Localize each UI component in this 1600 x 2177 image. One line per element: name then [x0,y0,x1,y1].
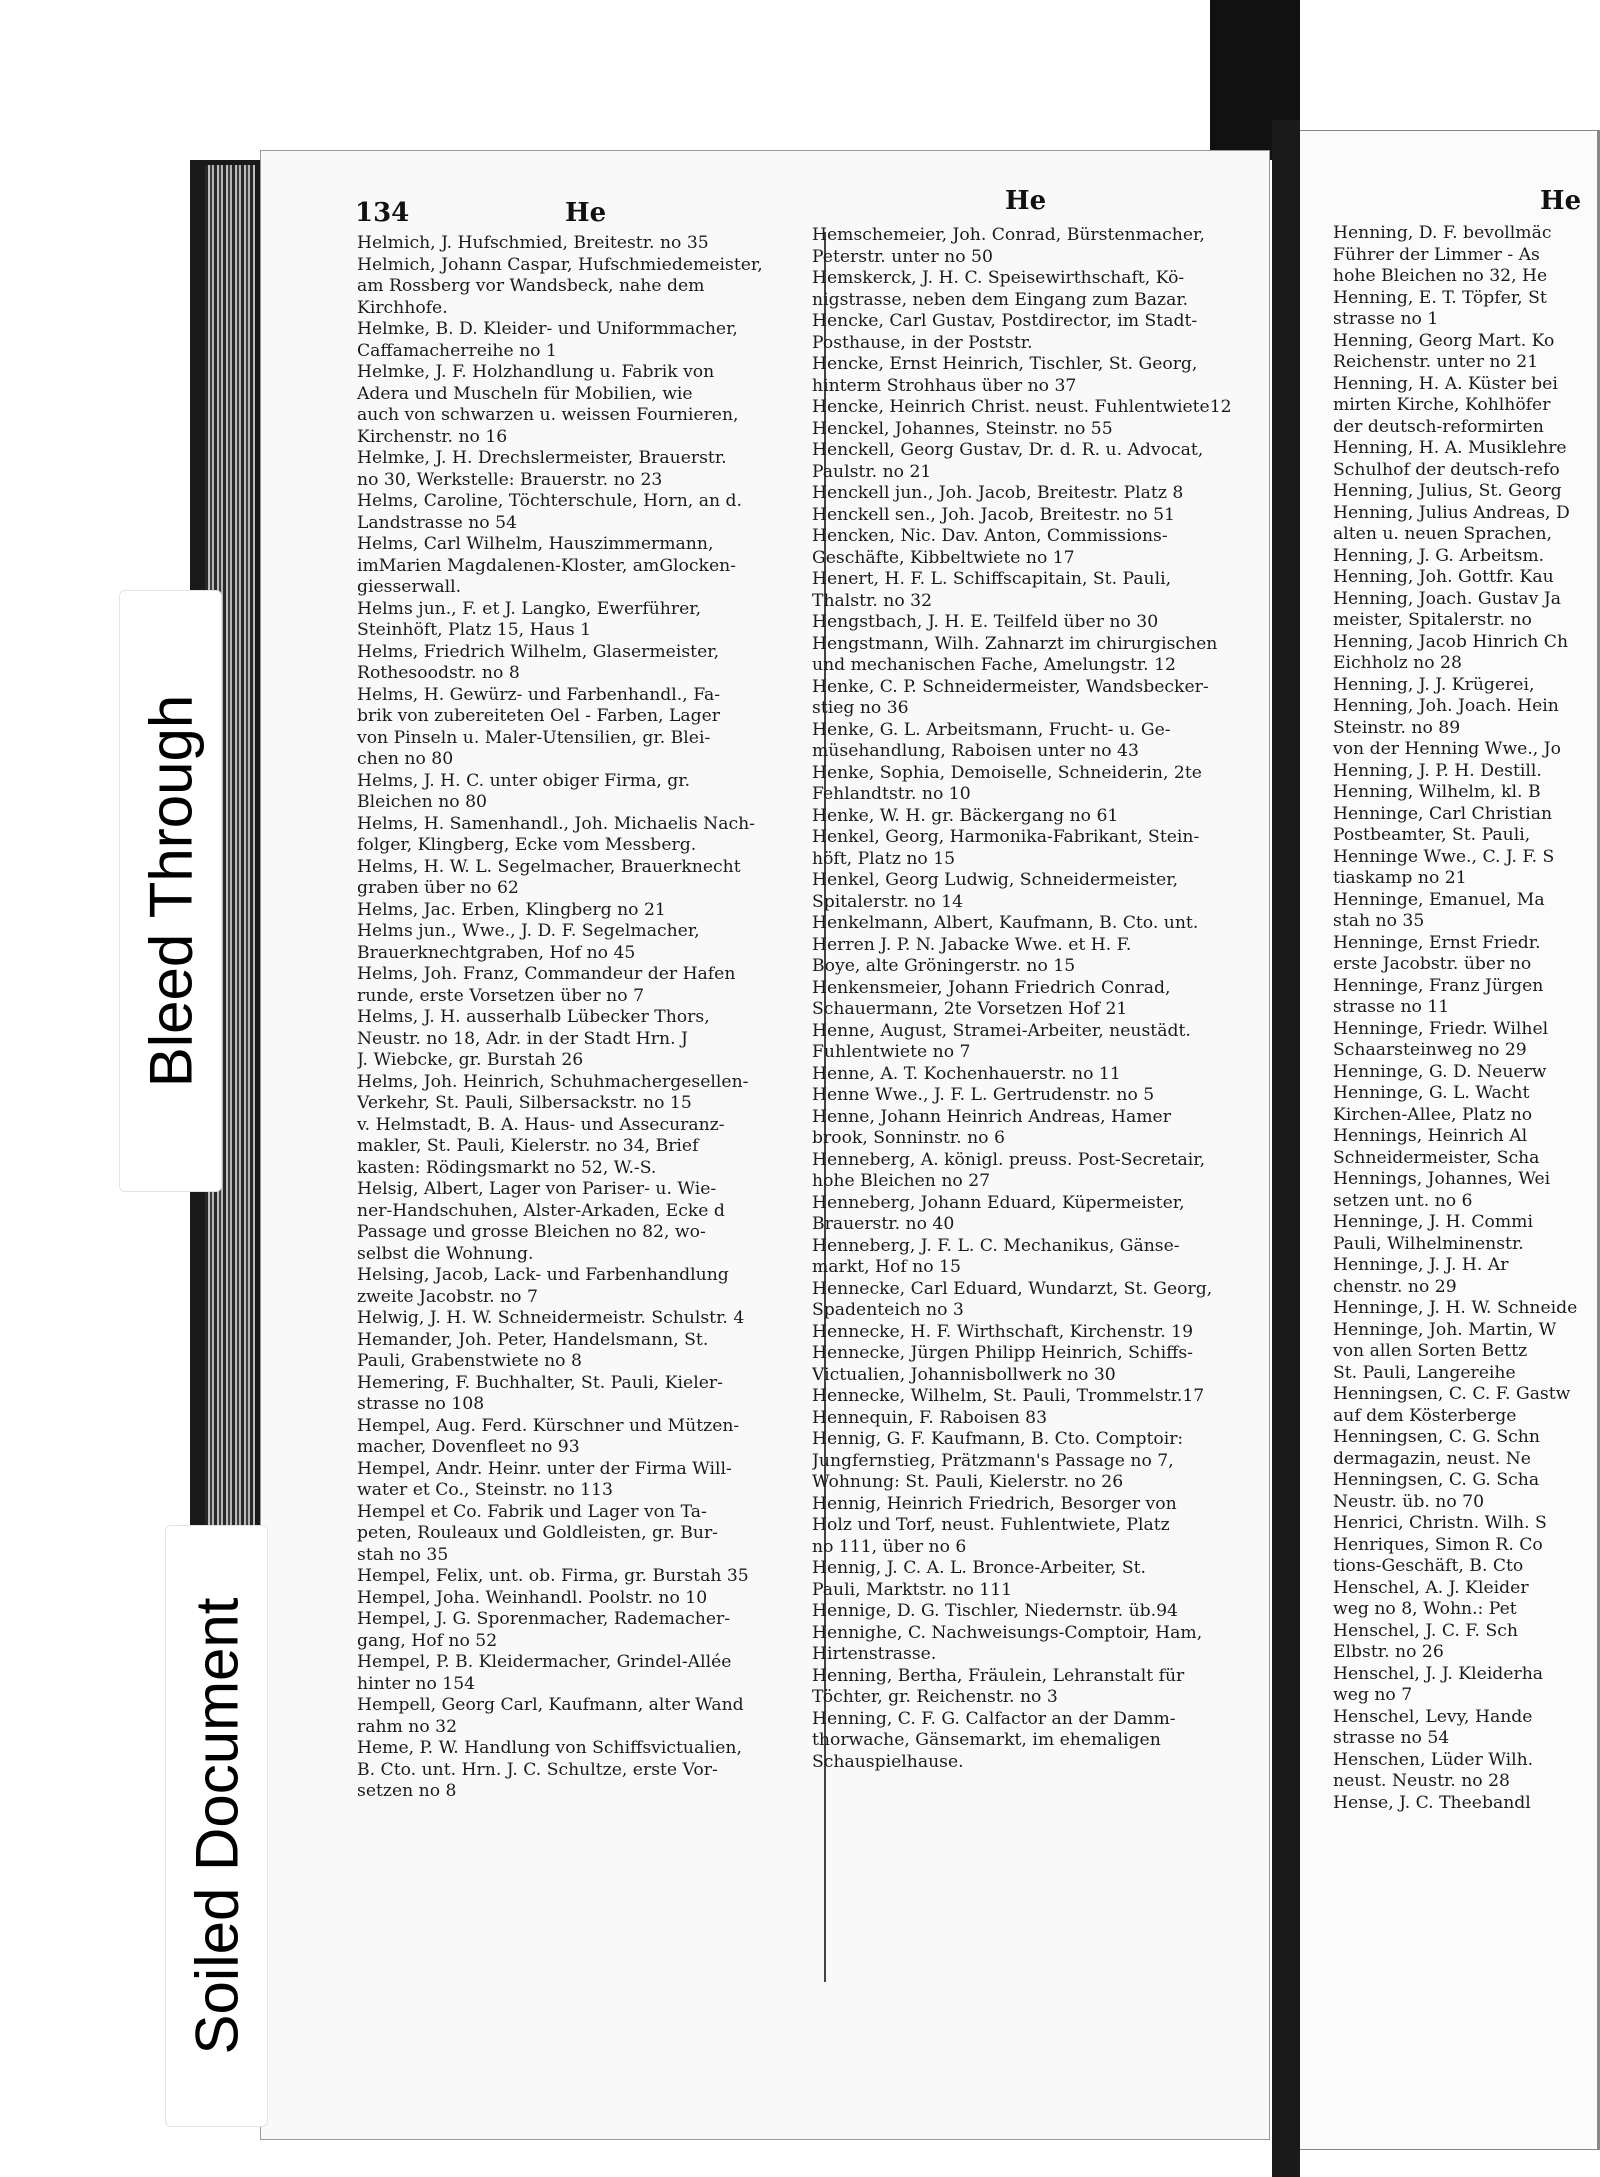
directory-line: alten u. neuen Sprachen, [1333,524,1553,544]
directory-line: Henninge, G. L. Wacht [1333,1083,1530,1103]
directory-line: Heme, P. W. Handlung von Schiffsvictualien, [357,1738,742,1758]
directory-line: brook, Sonninstr. no 6 [812,1128,1005,1148]
directory-line: höft, Platz no 15 [812,848,956,869]
directory-line: Henert, H. F. L. Schiffscapitain, St. Pauli, [812,569,1172,589]
directory-line: Henning, Joh. Joach. Hein [1333,696,1559,716]
directory-line: müsehandlung, Raboisen unter no 43 [812,741,1139,761]
directory-line: graben über no 62 [357,878,519,898]
directory-line: Helmke, J. F. Holzhandlung u. Fabrik von [357,362,715,382]
directory-line: Henriques, Simon R. Co [1333,1534,1543,1555]
directory-line: tions-Geschäft, B. Cto [1333,1556,1524,1576]
directory-line: brik von zubereiteten Oel - Farben, Lager [357,706,720,726]
directory-line: Henninge, Emanuel, Ma [1333,889,1545,910]
directory-line: Hennige, D. G. Tischler, Niedernstr. üb.94 [812,1601,1178,1621]
directory-line: Henkensmeier, Johann Friedrich Conrad, [812,977,1171,998]
directory-line: Neustr. no 18, Adr. in der Stadt Hrn. J [357,1028,688,1049]
center-fold-shadow [1272,120,1300,2177]
directory-line: Henning, Jacob Hinrich Ch [1333,631,1569,652]
directory-line: Henning, Joh. Gottfr. Kau [1333,567,1554,587]
directory-line: Hempel et Co. Fabrik und Lager von Ta- [357,1501,707,1522]
directory-line: Helsing, Jacob, Lack- und Farbenhandlung [357,1265,729,1285]
directory-line: Kirchen-Allee, Platz no [1333,1104,1533,1125]
directory-line: Henning, Julius Andreas, D [1333,502,1570,523]
directory-line: von Pinseln u. Maler-Utensilien, gr. Blei- [357,727,711,748]
directory-line: Hennecke, Jürgen Philipp Heinrich, Schiffs- [812,1343,1193,1363]
directory-line: von allen Sorten Bettz [1333,1341,1528,1361]
directory-line: B. Cto. unt. Hrn. J. C. Schultze, erste Vor- [357,1759,718,1780]
directory-line: Herren J. P. N. Jabacke Wwe. et H. F. [812,934,1132,955]
bleed-through-text: Bleed Through [137,694,204,1088]
directory-line: v. Helmstadt, B. A. Haus- und Assecuranz- [357,1114,725,1135]
directory-line: Hirtenstrasse. [812,1644,937,1664]
directory-line: Henkelmann, Albert, Kaufmann, B. Cto. unt. [812,913,1199,933]
directory-line: Henning, J. P. H. Destill. [1333,760,1542,781]
directory-line: Hencke, Carl Gustav, Postdirector, im Stadt- [812,311,1198,331]
directory-line: Henninge, Carl Christian [1333,803,1553,824]
directory-line: Führer der Limmer - As [1333,244,1540,265]
directory-line: runde, erste Vorsetzen über no 7 [357,985,644,1006]
directory-line: Henning, Julius, St. Georg [1333,481,1562,501]
directory-line: Helms, Carl Wilhelm, Hauszimmermann, [357,534,714,554]
directory-line: Rothesoodstr. no 8 [357,663,520,683]
directory-line: Brauerknechtgraben, Hof no 45 [357,942,636,963]
directory-line: Hempel, Andr. Heinr. unter der Firma Will- [357,1458,732,1479]
directory-line: Henckell jun., Joh. Jacob, Breitestr. Platz 8 [812,483,1184,503]
directory-line: thorwache, Gänsemarkt, im ehemaligen [812,1730,1161,1750]
directory-line: Boye, alte Gröningerstr. no 15 [812,956,1076,976]
directory-line: strasse no 1 [1333,309,1439,329]
directory-line: Helmke, B. D. Kleider- und Uniformmacher, [357,319,738,339]
directory-line: Reichenstr. unter no 21 [1333,352,1539,372]
directory-line: Henninge, G. D. Neuerw [1333,1061,1547,1082]
directory-line: dermagazin, neust. Ne [1333,1448,1531,1469]
directory-line: hinter no 154 [357,1673,476,1694]
soiled-document-text: Soiled Document [183,1597,250,2055]
directory-line: folger, Klingberg, Ecke vom Messberg. [357,835,697,855]
directory-line: weg no 7 [1333,1685,1413,1705]
directory-line: Hennecke, H. F. Wirthschaft, Kirchenstr. 19 [812,1321,1194,1342]
directory-line: Helmich, Johann Caspar, Hufschmiedemeister, [357,254,763,275]
directory-line: Helsig, Albert, Lager von Pariser- u. Wie- [357,1179,717,1199]
directory-line: Henning, J. J. Krügerei, [1333,674,1535,695]
directory-line: von der Henning Wwe., Jo [1333,739,1561,759]
directory-line: Pauli, Grabenstwiete no 8 [357,1351,582,1371]
directory-line: Bleichen no 80 [357,792,487,812]
directory-line: Hempell, Georg Carl, Kaufmann, alter Wand [357,1695,744,1715]
directory-line: weg no 8, Wohn.: Pet [1333,1599,1517,1619]
directory-line: Hennig, J. C. A. L. Bronce-Arbeiter, St. [812,1558,1146,1578]
directory-line: Hempel, J. G. Sporenmacher, Rademacher- [357,1609,731,1629]
directory-line: Steinstr. no 89 [1333,717,1461,738]
directory-line: erste Jacobstr. über no [1333,954,1532,974]
directory-line: auf dem Kösterberge [1333,1405,1517,1426]
directory-line: Pauli, Wilhelminenstr. [1333,1233,1524,1254]
directory-line: und mechanischen Fache, Amelungstr. 12 [812,655,1176,675]
directory-line: Hemskerck, J. H. C. Speisewirthschaft, Kö- [812,268,1185,288]
directory-line: Geschäfte, Kibbeltwiete no 17 [812,547,1075,568]
directory-line: imMarien Magdalenen-Kloster, amGlocken- [357,555,736,576]
directory-line: Hencke, Ernst Heinrich, Tischler, St. Georg, [812,354,1198,374]
directory-line: Henneberg, A. königl. preuss. Post-Secretair, [812,1149,1206,1170]
directory-line: Henschen, Lüder Wilh. [1333,1749,1534,1770]
directory-line: Henning, E. T. Töpfer, St [1333,287,1547,308]
directory-line: hohe Bleichen no 32, He [1333,266,1548,286]
directory-line: no 111, über no 6 [812,1536,967,1557]
directory-line: Hemschemeier, Joh. Conrad, Bürstenmacher, [812,225,1205,245]
directory-line: Pauli, Marktstr. no 111 [812,1579,1013,1600]
directory-line: Henninge, Friedr. Wilhel [1333,1018,1549,1039]
directory-line: der deutsch-reformirten [1333,416,1544,437]
directory-line: Töchter, gr. Reichenstr. no 3 [812,1687,1058,1707]
directory-line: Verkehr, St. Pauli, Silbersackstr. no 15 [357,1093,692,1113]
directory-line: Hennecke, Wilhelm, St. Pauli, Trommelstr.17 [812,1386,1205,1406]
directory-line: Helms, Jac. Erben, Klingberg no 21 [357,899,666,920]
directory-line: Adera und Muscheln für Mobilien, wie [357,383,693,404]
directory-line: Henschel, Levy, Hande [1333,1706,1533,1727]
directory-line: St. Pauli, Langereihe [1333,1362,1516,1383]
directory-line: auch von schwarzen u. weissen Fournieren, [357,405,739,425]
directory-line: Hemering, F. Buchhalter, St. Pauli, Kieler- [357,1372,723,1393]
directory-line: Henninge, Joh. Martin, W [1333,1319,1557,1340]
directory-line: Hencken, Nic. Dav. Anton, Commissions- [812,526,1168,546]
directory-line: Hennig, G. F. Kaufmann, B. Cto. Comptoir: [812,1429,1184,1449]
directory-line: Henninge, Ernst Friedr. [1333,932,1541,953]
directory-line: Helms, Joh. Franz, Commandeur der Hafen [357,964,736,984]
directory-line: kasten: Rödingsmarkt no 52, W.-S. [357,1157,657,1178]
directory-line: chenstr. no 29 [1333,1276,1457,1297]
directory-line: strasse no 108 [357,1394,485,1414]
directory-line: peten, Rouleaux und Goldleisten, gr. Bur- [357,1523,718,1543]
directory-line: selbst die Wohnung. [357,1243,534,1264]
directory-line: Henschel, A. J. Kleider [1333,1577,1529,1598]
directory-line: Spitalerstr. no 14 [812,891,964,912]
directory-line: Hempel, Aug. Ferd. Kürschner und Mützen- [357,1415,740,1436]
directory-line: markt, Hof no 15 [812,1257,961,1277]
directory-line: Henkel, Georg, Harmonika-Fabrikant, Stein- [812,827,1200,847]
directory-line: Henckel, Johannes, Steinstr. no 55 [812,418,1113,439]
running-head-center: He [1005,186,1047,216]
directory-line: Eichholz no 28 [1333,653,1462,673]
directory-line: Helms, H. Samenhandl., Joh. Michaelis Nach- [357,813,755,834]
directory-line: Helms, Joh. Heinrich, Schuhmachergesellen- [357,1071,749,1092]
bleed-through-label [119,590,222,1192]
directory-column-right [1333,223,1600,1814]
directory-line: Hemander, Joh. Peter, Handelsmann, St. [357,1329,709,1350]
directory-line: Landstrasse no 54 [357,512,517,533]
directory-line: stah no 35 [357,1544,449,1565]
directory-line: Henschel, J. C. F. Sch [1333,1620,1518,1641]
directory-line: Hennecke, Carl Eduard, Wundarzt, St. Georg, [812,1278,1213,1299]
directory-line: Schauspielhause. [812,1751,964,1772]
directory-line: am Rossberg vor Wandsbeck, nahe dem [357,276,705,296]
directory-line: Henninge Wwe., C. J. F. S [1333,846,1555,867]
directory-line: Schneidermeister, Scha [1333,1147,1540,1168]
running-head-left: He [565,198,607,228]
directory-line: Henningsen, C. G. Scha [1333,1470,1540,1490]
directory-line: Henning, J. G. Arbeitsm. [1333,545,1545,566]
directory-line: Henke, C. P. Schneidermeister, Wandsbecker- [812,676,1209,697]
directory-line: Neustr. üb. no 70 [1333,1491,1485,1512]
directory-line: Helms jun., F. et J. Langko, Ewerführer, [357,598,702,619]
directory-line: Helmich, J. Hufschmied, Breitestr. no 35 [357,233,709,253]
directory-line: Hengstmann, Wilh. Zahnarzt im chirurgischen [812,633,1218,654]
directory-line: hohe Bleichen no 27 [812,1171,991,1191]
directory-line: Posthause, in der Poststr. [812,332,1033,353]
directory-line: Helmke, J. H. Drechslermeister, Brauerstr. [357,448,727,468]
directory-line: strasse no 11 [1333,997,1450,1017]
directory-line: Henninge, J. J. H. Ar [1333,1255,1509,1275]
directory-line: Postbeamter, St. Pauli, [1333,825,1531,845]
directory-line: Helwig, J. H. W. Schneidermeistr. Schulstr. 4 [357,1308,745,1328]
directory-line: Henning, Wilhelm, kl. B [1333,782,1541,802]
directory-line: Elbstr. no 26 [1333,1642,1444,1662]
directory-line: Schauermann, 2te Vorsetzen Hof 21 [812,999,1128,1019]
directory-line: chen no 80 [357,749,454,769]
directory-line: Henne, August, Stramei-Arbeiter, neustädt. [812,1020,1191,1041]
directory-line: Henninge, J. H. Commi [1333,1212,1533,1232]
directory-line: Paulstr. no 21 [812,461,932,482]
page-number: 134 [355,198,410,228]
directory-line: Holz und Torf, neust. Fuhlentwiete, Platz [812,1515,1170,1535]
directory-line: Hennighe, C. Nachweisungs-Comptoir, Ham, [812,1622,1203,1643]
directory-line: Henke, W. H. gr. Bäckergang no 61 [812,805,1119,826]
running-head-right: He [1540,186,1582,216]
directory-line: Henne, Johann Heinrich Andreas, Hamer [812,1106,1171,1127]
soiled-document-label [165,1525,268,2127]
directory-line: meister, Spitalerstr. no [1333,610,1532,630]
directory-line: Hencke, Heinrich Christ. neust. Fuhlentwiete12 [812,397,1232,417]
directory-line: Henninge, J. H. W. Schneide [1333,1298,1578,1318]
directory-line: Brauerstr. no 40 [812,1214,955,1234]
directory-line: Hennings, Johannes, Wei [1333,1169,1551,1189]
directory-line: Henke, G. L. Arbeitsmann, Frucht- u. Ge- [812,719,1171,740]
directory-line: Hennings, Heinrich Al [1333,1126,1528,1146]
directory-line: ner-Handschuhen, Alster-Arkaden, Ecke d [357,1200,725,1221]
directory-line: Steinhöft, Platz 15, Haus 1 [357,620,592,640]
directory-line: tiaskamp no 21 [1333,868,1467,888]
directory-line: Thalstr. no 32 [812,590,933,611]
directory-line: Peterstr. unter no 50 [812,246,993,267]
directory-line: Henning, H. A. Küster bei [1333,373,1558,394]
directory-line: Hennig, Heinrich Friedrich, Besorger von [812,1493,1177,1514]
directory-line: Henning, Georg Mart. Ko [1333,330,1555,351]
directory-line: no 30, Werkstelle: Brauerstr. no 23 [357,469,663,490]
directory-line: Henning, Joach. Gustav Ja [1333,588,1561,609]
directory-line: Henne, A. T. Kochenhauerstr. no 11 [812,1063,1121,1084]
directory-line: Henne Wwe., J. F. L. Gertrudenstr. no 5 [812,1085,1155,1105]
directory-line: Hempel, P. B. Kleidermacher, Grindel-Allée [357,1652,732,1672]
directory-line: Wohnung: St. Pauli, Kielerstr. no 26 [812,1472,1124,1492]
directory-line: Hempel, Joha. Weinhandl. Poolstr. no 10 [357,1587,708,1608]
directory-line: neust. Neustr. no 28 [1333,1771,1510,1791]
directory-line: Hengstbach, J. H. E. Teilfeld über no 30 [812,612,1159,632]
directory-line: Henning, Bertha, Fräulein, Lehranstalt für [812,1665,1185,1686]
directory-line: Henckell sen., Joh. Jacob, Breitestr. no 51 [812,504,1175,525]
directory-line: Caffamacherreihe no 1 [357,340,557,361]
directory-column-middle [812,225,1270,1773]
directory-line: Hennequin, F. Raboisen 83 [812,1407,1048,1428]
directory-line: Passage und grosse Bleichen no 82, wo- [357,1222,706,1242]
directory-line: Henneberg, Johann Eduard, Küpermeister, [812,1192,1185,1213]
directory-line: Henning, H. A. Musiklehre [1333,438,1567,458]
directory-line: Spadenteich no 3 [812,1300,964,1320]
directory-line: Helms, J. H. C. unter obiger Firma, gr. [357,770,691,791]
directory-line: Henrici, Christn. Wilh. S [1333,1513,1547,1533]
directory-line: Henninge, Franz Jürgen [1333,975,1544,996]
directory-line: Helms jun., Wwe., J. D. F. Segelmacher, [357,921,700,941]
directory-line: zweite Jacobstr. no 7 [357,1286,538,1307]
directory-line: Fuhlentwiete no 7 [812,1042,971,1062]
directory-line: Helms, J. H. ausserhalb Lübecker Thors, [357,1007,710,1027]
directory-line: Henkel, Georg Ludwig, Schneidermeister, [812,870,1179,890]
directory-line: Henneberg, J. F. L. C. Mechanikus, Gänse- [812,1235,1180,1256]
directory-line: Hense, J. C. Theebandl [1333,1792,1531,1813]
directory-line: gang, Hof no 52 [357,1630,498,1651]
directory-line: Henningsen, C. G. Schn [1333,1427,1540,1447]
directory-line: strasse no 54 [1333,1728,1450,1748]
directory-line: Victualien, Johannisbollwerk no 30 [812,1364,1116,1385]
directory-line: rahm no 32 [357,1716,458,1737]
directory-line: Henning, D. F. bevollmäc [1333,223,1552,243]
directory-line: J. Wiebcke, gr. Burstah 26 [357,1050,584,1070]
directory-line: Fehlandtstr. no 10 [812,784,971,804]
directory-line: Henckell, Georg Gustav, Dr. d. R. u. Advocat, [812,440,1204,460]
directory-line: setzen unt. no 6 [1333,1190,1473,1211]
directory-line: Helms, Friedrich Wilhelm, Glasermeister, [357,641,720,662]
directory-line: Kirchhofe. [357,297,448,318]
directory-line: Helms, H. Gewürz- und Farbenhandl., Fa- [357,684,721,705]
directory-line: Kirchenstr. no 16 [357,426,508,447]
directory-line: makler, St. Pauli, Kielerstr. no 34, Brief [357,1136,699,1156]
directory-line: Hempel, Felix, unt. ob. Firma, gr. Burstah 35 [357,1566,749,1586]
directory-line: Schaarsteinweg no 29 [1333,1040,1527,1060]
directory-line: setzen no 8 [357,1781,457,1801]
directory-line: hinterm Strohhaus über no 37 [812,375,1077,396]
directory-line: Helms, H. W. L. Segelmacher, Brauerknecht [357,856,741,877]
directory-line: Henningsen, C. C. F. Gastw [1333,1384,1571,1404]
directory-line: Jungfernstieg, Prätzmann's Passage no 7, [812,1450,1174,1471]
directory-line: macher, Dovenfleet no 93 [357,1437,580,1457]
directory-line: nigstrasse, neben dem Eingang zum Bazar. [812,289,1189,310]
directory-column-left [357,233,815,1803]
directory-line: stieg no 36 [812,698,909,718]
directory-line: mirten Kirche, Kohlhöfer [1333,395,1551,415]
directory-line: stah no 35 [1333,911,1425,931]
directory-line: Henning, C. F. G. Calfactor an der Damm- [812,1708,1176,1729]
directory-line: Helms, Caroline, Töchterschule, Horn, an d. [357,491,742,511]
directory-line: Henke, Sophia, Demoiselle, Schneiderin, 2te [812,762,1202,783]
directory-line: Henschel, J. J. Kleiderha [1333,1663,1544,1684]
directory-line: water et Co., Steinstr. no 113 [357,1480,613,1500]
directory-line: giesserwall. [357,577,462,597]
directory-line: Schulhof der deutsch-refo [1333,459,1560,480]
